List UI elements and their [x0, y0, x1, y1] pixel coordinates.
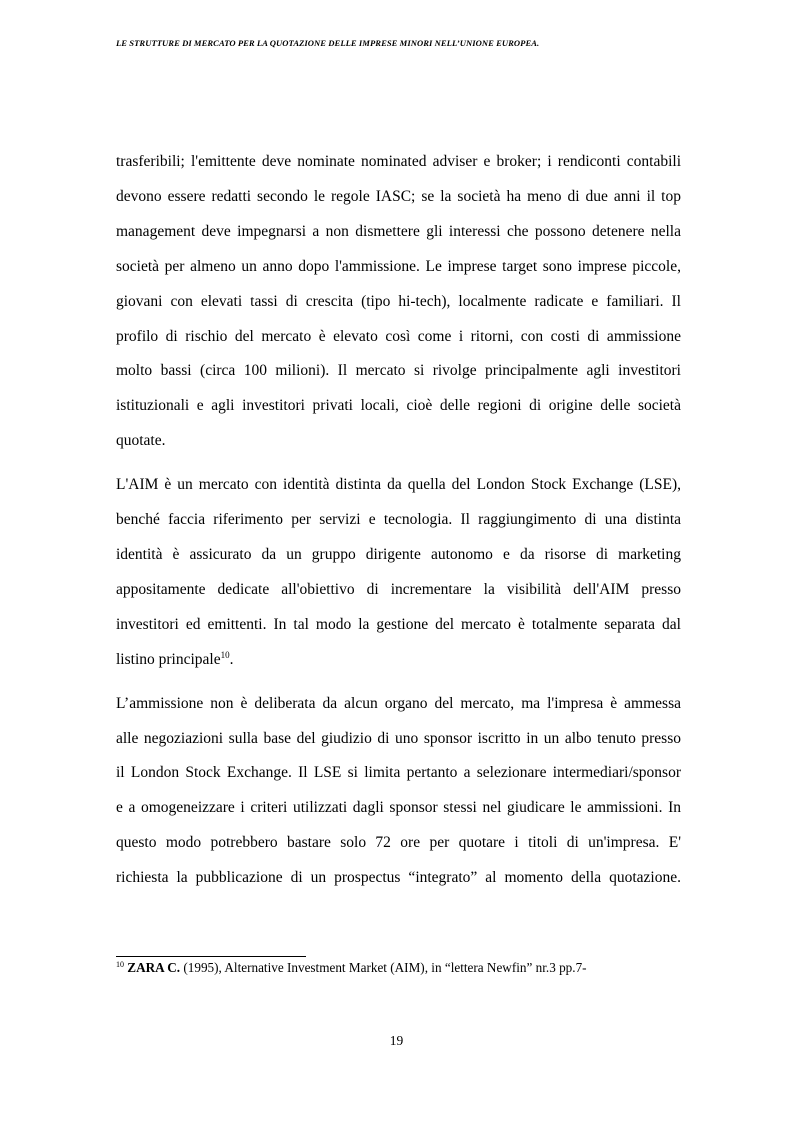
text-line: appositamente dedicate all'obiettivo di incrementare la visibilità dell'AIM presso [116, 580, 681, 598]
text-line: il London Stock Exchange. Il LSE si limita pertanto a selezionare intermediari/sponsor [116, 764, 681, 782]
paragraph-3 [116, 687, 681, 896]
footnote-reference[interactable]: 10 [220, 649, 230, 660]
text-line: profilo di rischio del mercato è elevato così come i ritorni, con costi di ammissione [116, 327, 681, 345]
page-number: 19 [389, 1033, 404, 1048]
text-line: devono essere redatti secondo le regole IASC; se la società ha meno di due anni il top [116, 187, 681, 205]
text-line: L'AIM è un mercato con identità distinta da quella del London Stock Exchange (LSE), [116, 476, 681, 494]
text-line: management deve impegnarsi a non dismettere gli interessi che possono detenere nella [116, 222, 681, 240]
paragraph-1 [116, 145, 681, 459]
text-line: trasferibili; l'emittente deve nominate nominated adviser e broker; i rendiconti contabili [116, 153, 681, 170]
footnote-number: 10 [116, 960, 124, 969]
text-fragment: . [229, 650, 234, 668]
text-line: richiesta la pubblicazione di un prospectus “integrato” al momento della quotazione. [116, 869, 681, 887]
body-text [116, 145, 681, 896]
paragraph-2 [116, 468, 681, 677]
text-line: istituzionali e agli investitori privati locali, cioè delle regioni di origine delle società [116, 397, 681, 415]
text-line: identità è assicurato da un gruppo dirigente autonomo e da risorse di marketing [116, 545, 681, 563]
footnote [116, 960, 716, 976]
text-line: alle negoziazioni sulla base del giudizio di uno sponsor iscritto in un albo tenuto presso [116, 729, 681, 747]
text-line: giovani con elevati tassi di crescita (tipo hi-tech), localmente radicate e familiari. Il [116, 292, 681, 310]
text-line: L’ammissione non è deliberata da alcun organo del mercato, ma l'impresa è ammessa [116, 694, 681, 712]
footnote-author: ZARA C. [127, 960, 181, 975]
text-line: molto bassi (circa 100 milioni). Il mercato si rivolge principalmente agli investitori [116, 362, 681, 380]
text-line: investitori ed emittenti. In tal modo la gestione del mercato è totalmente separata dal [116, 615, 681, 633]
text-line: e a omogeneizzare i criteri utilizzati dagli sponsor stessi nel giudicare le ammissioni. In [116, 799, 681, 817]
footnote-text: (1995), Alternative Investment Market (AIM), in “lettera Newfin” nr.3 pp.7- [180, 960, 587, 975]
text-line [116, 643, 681, 678]
text-fragment: listino principale [116, 650, 221, 668]
text-line: società per almeno un anno dopo l'ammissione. Le imprese target sono imprese piccole, [116, 257, 681, 275]
running-header: LE STRUTTURE DI MERCATO PER LA QUOTAZIONE DELLE IMPRESE MINORI NELL’UNIONE EUROPEA. [116, 38, 540, 48]
text-line: benché faccia riferimento per servizi e tecnologia. Il raggiungimento di una distinta [116, 511, 681, 529]
footnote-separator [116, 956, 306, 957]
text-line: quotate. [116, 432, 166, 450]
text-line: questo modo potrebbero bastare solo 72 ore per quotare i titoli di un'impresa. E' [116, 834, 681, 852]
